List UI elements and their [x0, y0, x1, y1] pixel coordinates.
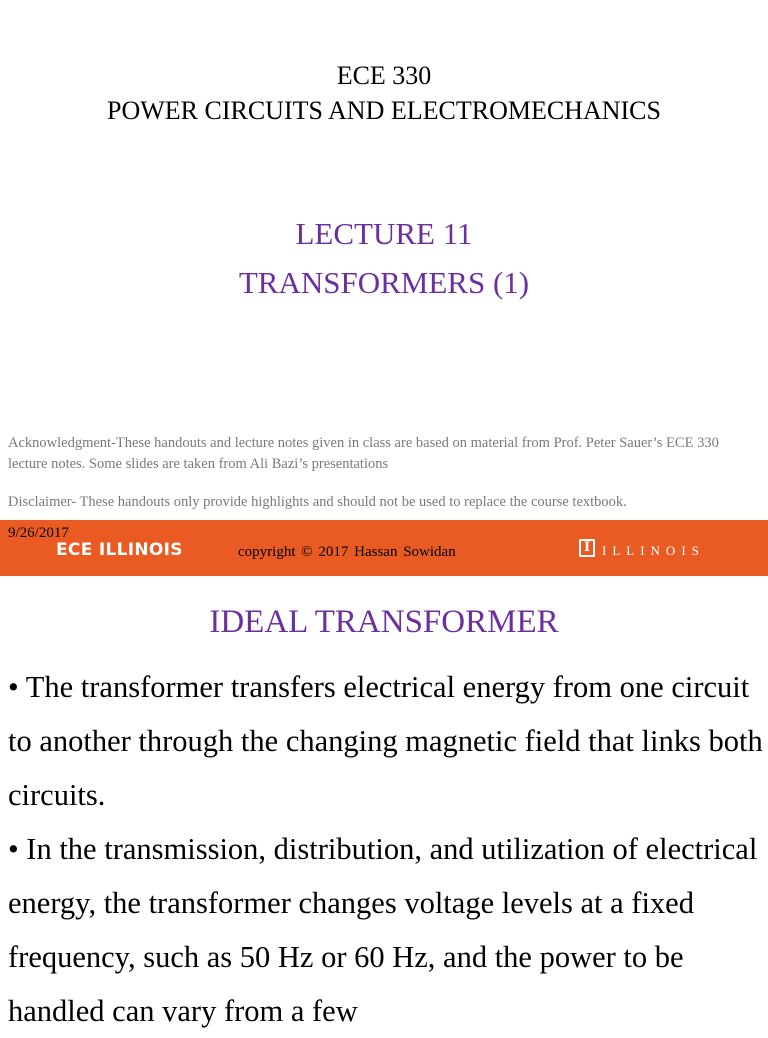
lecture-number: LECTURE 11: [295, 216, 473, 251]
disclaimer-text: Disclaimer- These handouts only provide highlights and should not be used to replace the course textbook.: [8, 494, 627, 510]
course-title: POWER CIRCUITS AND ELECTROMECHANICS: [107, 96, 661, 125]
slide-date: 9/26/2017: [8, 525, 69, 541]
slide-title: IDEAL TRANSFORMER: [209, 604, 559, 640]
illinois-wordmark: ILLINOIS: [602, 543, 705, 558]
slide-body: [8, 660, 763, 1038]
lecture-title: TRANSFORMERS (1): [238, 265, 530, 300]
illinois-block-i-icon: I: [579, 539, 595, 557]
course-code: ECE 330: [336, 61, 432, 90]
acknowledgment-text: Acknowledgment-These handouts and lecture notes given in class are based on material from Prof. Peter Sauer’s ECE 330 lecture notes. Some slides are taken from Ali Bazi’s presentations: [8, 435, 719, 472]
copyright-text: copyright © 2017 Hassan Sowidan: [238, 544, 456, 560]
bullet-item: • In the transmission, distribution, and utilization of electrical energy, the transformer changes voltage levels at a fixed frequency, such as 50 Hz or 60 Hz, and the power to be handled can vary from a few: [8, 832, 758, 1028]
bullet-item: • The transformer transfers electrical energy from one circuit to another through the changing magnetic field that links both circuits.: [8, 670, 763, 812]
ece-illinois-logo: ECE ILLINOIS: [56, 540, 183, 560]
